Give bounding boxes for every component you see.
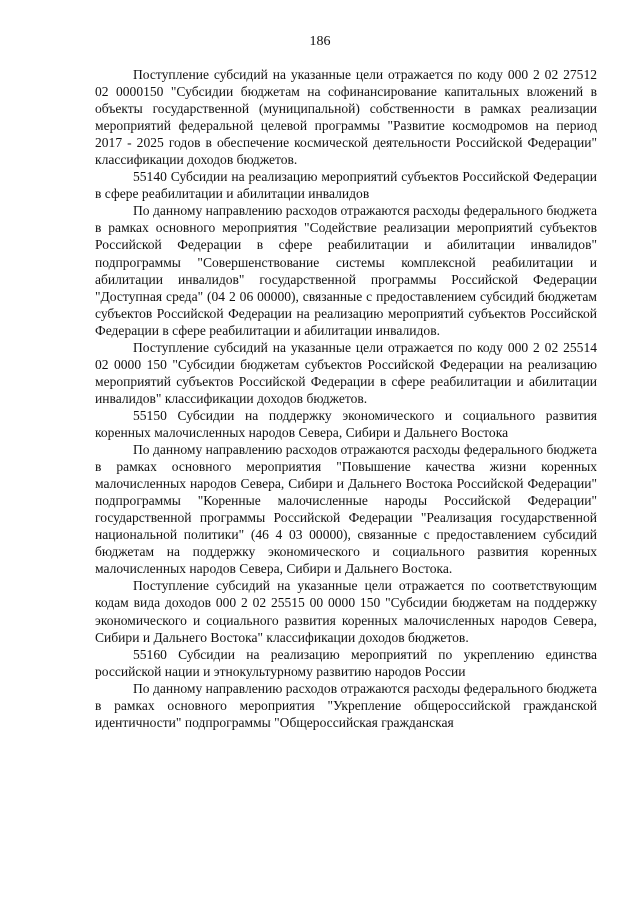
section-heading-55150: 55150 Субсидии на поддержку экономического и социального развития коренных малочисленных народов Севера, Сибири и Дальнего Востока bbox=[95, 407, 597, 440]
document-body bbox=[95, 66, 597, 731]
section-heading-55140: 55140 Субсидии на реализацию мероприятий субъектов Российской Федерации в сфере реабилитации и абилитации инвалидов bbox=[95, 169, 597, 202]
paragraph: По данному направлению расходов отражаются расходы федерального бюджета в рамках основного мероприятия "Повышение качества жизни коренных малочисленных народов Севера, Сибири и Дальнего Востока Российской Федерации" подпрограммы "Коренные малочисленные народы Российской Федерации" государственной программы Российской Федерации "Реализация государственной национальной политики" (46 4 03 00000), связанные с предоставлением субсидий бюджетам на поддержку экономического и социального развития коренных малочисленных народов Севера, Сибири и Дальнего Востока. bbox=[95, 442, 597, 577]
section-heading-55160: 55160 Субсидии на реализацию мероприятий по укреплению единства российской нации и этнокультурному развитию народов России bbox=[95, 646, 597, 679]
paragraph: По данному направлению расходов отражаются расходы федерального бюджета в рамках основного мероприятия "Укрепление общероссийской гражданской идентичности" подпрограммы "Общероссийская гражданская bbox=[95, 680, 597, 730]
page-number: 186 bbox=[309, 34, 331, 49]
paragraph: Поступление субсидий на указанные цели отражается по соответствующим кодам вида доходов 000 2 02 25515 00 0000 150 "Субсидии бюджетам на поддержку экономического и социального развития коренных малочисленных народов Севера, Сибири и Дальнего Востока" классификации доходов бюджетов. bbox=[95, 578, 597, 645]
paragraph: Поступление субсидий на указанные цели отражается по коду 000 2 02 25514 02 0000 150 "Субсидии бюджетам субъектов Российской Федерации на реализацию мероприятий субъектов Российской Федерации в сфере реабилитации и абилитации инвалидов" классификации доходов бюджетов. bbox=[95, 339, 597, 406]
paragraph: По данному направлению расходов отражаются расходы федерального бюджета в рамках основного мероприятия "Содействие реализации мероприятий субъектов Российской Федерации в сфере реабилитации и абилитации инвалидов" подпрограммы "Совершенствование системы комплексной реабилитации и абилитации инвалидов" государственной программы Российской Федерации "Доступная среда" (04 2 06 00000), связанные с предоставлением субсидий бюджетам субъектов Российской Федерации на реализацию мероприятий субъектов Российской Федерации в сфере реабилитации и абилитации инвалидов. bbox=[95, 203, 597, 338]
paragraph: Поступление субсидий на указанные цели отражается по коду 000 2 02 27512 02 0000150 "Субсидии бюджетам на софинансирование капитальных вложений в объекты государственной (муниципальной) собственности в рамках реализации мероприятий федеральной целевой программы "Развитие космодромов на период 2017 - 2025 годов в обеспечение космической деятельности Российской Федерации" классификации доходов бюджетов. bbox=[95, 67, 597, 168]
